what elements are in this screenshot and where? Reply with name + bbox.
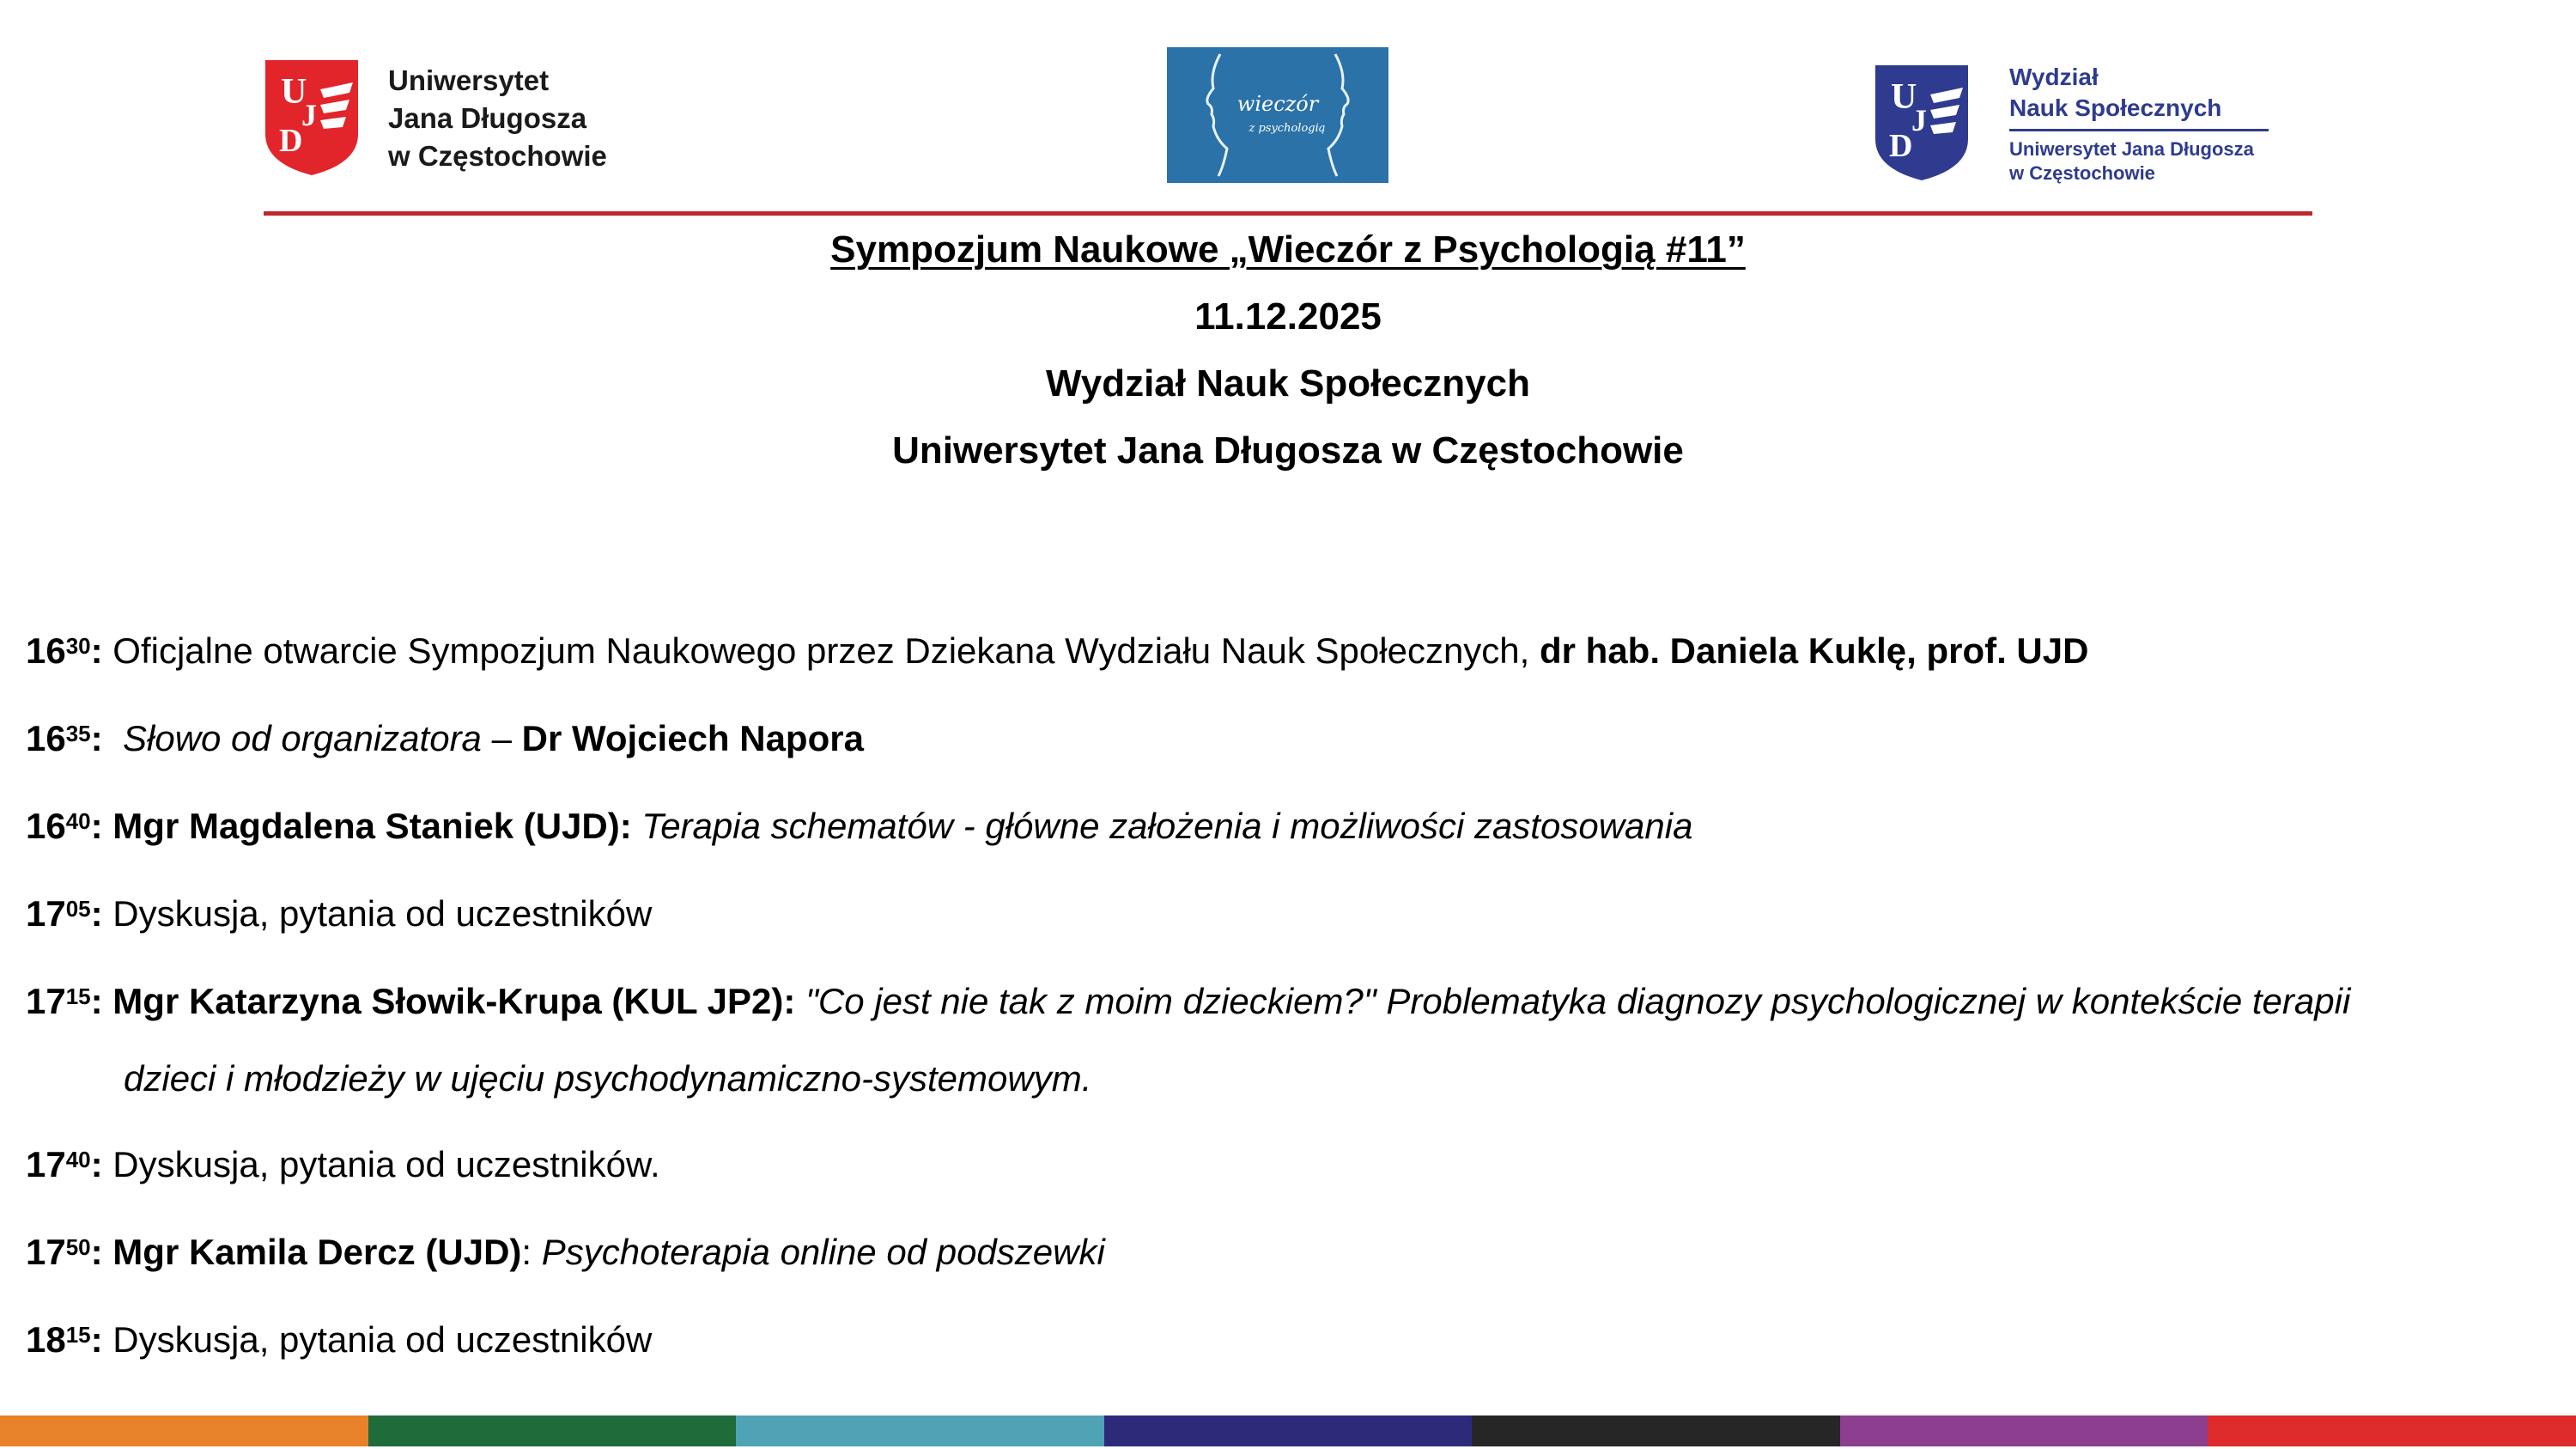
agenda-time-speaker: $17^{50}$: Mgr Kamila Dercz (UJD): [26, 1232, 522, 1272]
right-logo-line-2: Nauk Społecznych: [2009, 94, 2222, 121]
agenda-item: [26, 1230, 1105, 1275]
agenda-time: $18^{15}$:: [26, 1319, 103, 1360]
agenda-speaker: Dr Wojciech Napora: [521, 718, 864, 758]
ujd-shield-icon: [264, 58, 360, 177]
event-title-block: [0, 216, 2576, 484]
right-logo-divider: [2009, 129, 2269, 131]
color-segment: [1472, 1416, 1840, 1446]
agenda-time: $17^{40}$:: [26, 1144, 103, 1184]
svg-text:J: J: [301, 98, 317, 132]
agenda-colon: :: [521, 1232, 542, 1272]
agenda-time-speaker: $16^{40}$: Mgr Magdalena Staniek (UJD):: [26, 806, 632, 846]
agenda-topic: Słowo od organizatora: [122, 718, 482, 758]
left-logo-line-2: Jana Długosza: [388, 102, 587, 134]
wieczor-z-psychologia-logo: [1167, 47, 1388, 183]
agenda-topic: Terapia schematów - główne założenia i możliwości zastosowania: [631, 806, 1693, 846]
agenda-time: $16^{30}$:: [26, 630, 103, 671]
svg-text:U: U: [1891, 77, 1917, 117]
agenda-topic: "Co jest nie tak z moim dzieckiem?" Problematyka diagnozy psychologicznej w kontekście terapii: [795, 981, 2351, 1021]
color-segment: [368, 1416, 737, 1446]
footer-color-bar: [0, 1416, 2576, 1446]
right-logo-line-3: Uniwersytet Jana Długosza: [2009, 138, 2254, 160]
agenda-text: Dyskusja, pytania od uczestników: [102, 893, 653, 934]
agenda-time-speaker: $17^{15}$: Mgr Katarzyna Słowik-Krupa (KUL JP2):: [26, 981, 796, 1021]
agenda-item: [26, 1318, 652, 1362]
left-logo-line-3: w Częstochowie: [388, 140, 607, 172]
right-logo-line-4: w Częstochowie: [2009, 162, 2155, 184]
agenda-item: [26, 892, 652, 936]
svg-text:U: U: [281, 72, 307, 112]
color-segment: [736, 1416, 1104, 1446]
agenda-text: Oficjalne otwarcie Sympozjum Naukowego przez Dziekana Wydziału Nauk Społecznych,: [102, 630, 1540, 671]
color-segment: [1840, 1416, 2208, 1446]
svg-text:D: D: [279, 123, 303, 159]
agenda-topic-continuation: dzieci i młodzieży w ujęciu psychodynamiczno-systemowym.: [124, 1058, 1092, 1099]
agenda-text: Dyskusja, pytania od uczestników.: [102, 1144, 660, 1184]
right-logo-line-1: Wydział: [2009, 64, 2099, 90]
agenda-item: [26, 629, 2088, 673]
faculty-name: Wydział Nauk Społecznych: [1045, 362, 1530, 405]
logo-wieczor-text: wieczór: [1236, 92, 1319, 116]
agenda-dash: –: [481, 718, 522, 758]
agenda-item: [26, 804, 1692, 849]
svg-text:D: D: [1889, 128, 1913, 164]
color-segment: [2208, 1416, 2576, 1446]
agenda-time: $17^{05}$:: [26, 893, 103, 934]
event-title: Sympozjum Naukowe „Wieczór z Psychologią #11”: [830, 228, 1746, 271]
header-divider: [264, 211, 2312, 216]
agenda-item: [26, 1142, 660, 1187]
color-segment: [0, 1416, 368, 1446]
faculty-logo: [1874, 62, 2286, 191]
agenda-speaker: dr hab. Daniela Kuklę, prof. UJD: [1540, 630, 2089, 671]
agenda-time: $16^{35}$:: [26, 718, 103, 758]
agenda-item: [26, 716, 864, 761]
agenda-topic: Psychoterapia online od podszewki: [541, 1232, 1105, 1272]
svg-text:J: J: [1911, 103, 1927, 137]
university-name: Uniwersytet Jana Długosza w Częstochowie: [892, 429, 1684, 472]
color-segment: [1104, 1416, 1473, 1446]
logo-psychologia-text: z psychologią: [1249, 122, 1326, 135]
ujd-faculty-shield-icon: [1874, 64, 1970, 182]
faces-logo-icon: [1167, 47, 1388, 183]
left-logo-line-1: Uniwersytet: [388, 64, 550, 96]
event-date: 11.12.2025: [1194, 295, 1382, 338]
agenda-text: Dyskusja, pytania od uczestników: [102, 1319, 653, 1360]
university-logo: [264, 58, 624, 179]
agenda-item: [26, 979, 2350, 1024]
